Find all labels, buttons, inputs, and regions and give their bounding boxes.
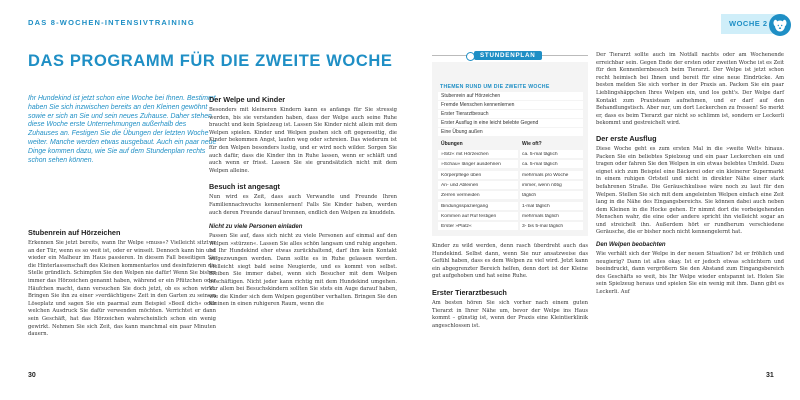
welpe-kinder-heading: Der Welpe und Kinder xyxy=(209,95,286,104)
welpe-kinder-text: Besonders mit kleineren Kindern kann es anfangs für Sie stressig werden, bis sie verstanden haben, dass der Welpe auch seine Ruhe braucht und kein Spielzeug ist. Lassen Sie Kinder nicht allein mit dem Welpen spielen. Kinder und Welpen pushen sich oft gegenseitig, die Kinder bekommen Angst, laufen weg oder schreien. Das wiederum ist für den Welpen besonders lustig, und er wird noch wilder. Sorgen Sie auch dafür, dass die Kinder ihn in Ruhe lassen, wenn er schläft und auch wenn er frisst. Lassen Sie sie grundsätzlich nicht mit dem Welpen alleine. xyxy=(209,107,397,174)
stubenrein-section xyxy=(28,228,216,339)
schedule-row xyxy=(438,171,583,180)
frequency-cell: 1-mal täglich xyxy=(522,203,550,209)
beobachten-heading: Den Welpen beobachten xyxy=(596,242,666,249)
schedule-row xyxy=(438,160,583,169)
ausflug-text: Diese Woche geht es zum ersten Mal in die »weite Welt« hinaus. Packen Sie ein beliebtes Spielzeug und ein paar Leckerchen ein und tragen oder fahren Sie den Welpen in ein etwas belebtes Umfeld. Dazu eignet sich zum Beispiel eine Bäckerei oder ein kleinerer Supermarkt in einem ruhigen Ortsteil und nicht in direkter Nähe einer stark befahrenen Straße. Die Geräuschkulisse wäre noch zu laut für den Welpen. Stellen Sie sich mit dem angeleinten Welpen einfach eine Zeit lang in die Nähe des Eingangsbereichs. Sie können dabei auch neben dem Kleinen in die Hocke gehen. Er nimmt dort die vorbeigehenden Menschen wahr, die eine oder andere spricht ihn vielleicht sogar an und streichelt ihn. Außerdem hört er rundherum verschiedene Geräusche, die er bisher noch nicht kennengelernt hat. xyxy=(596,145,784,236)
themes-heading: THEMEN RUND UM DIE ZWEITE WOCHE xyxy=(440,84,550,90)
theme-item: Stubenrein auf Hörzeichen xyxy=(438,92,583,100)
intro-text: Ihr Hundekind ist jetzt schon eine Woche bei Ihnen. Bestimmt haben Sie sich inzwischen bereits an den Kleinen gewöhnt sowie er sich an Sie und sein neues Zuhause. Daher stehen diese Woche erste Unternehmungen außerhalb des Zuhauses an. Festigen Sie die Übungen der letzten Woche weiter. Manche werden etwas ausgebaut. Auch ein paar neue Dinge kommen dazu, wie Sie auf dem Stundenplan rechts schon sehen können. xyxy=(28,95,217,164)
tierarzt-heading: Erster Tierarztbesuch xyxy=(432,287,507,297)
page-number-left: 30 xyxy=(28,372,36,379)
schedule-row xyxy=(438,181,583,190)
beobachten-text: Wie verhält sich der Welpe in der neuen Situation? Ist er fröhlich und neugierig? Dann ist alles okay. Ist er jedoch etwas schüchtern und beeindruckt, dann vergrößern Sie den Abstand zum Eingangsbereich des Geschäfts so weit, bis Ihr Welpe wieder entspannt ist. Holen Sie sein Spielzeug heraus und spielen Sie ein wenig mit ihm. Dann gibt es Leckerli. Auf xyxy=(596,251,784,296)
exercise-cell: Bindungsspaziergang xyxy=(441,203,489,209)
exercise-cell: Zerren vermeiden xyxy=(441,193,480,199)
frequency-cell: täglich xyxy=(522,193,537,199)
tierarzt-text: Am besten hören Sie sich vorher nach einem guten Tierarzt in Ihrer Nähe um, bevor der Welpe ins Haus kommt – günstig ist, wenn der Praxis eine Kleintierklinik angeschlossen ist. xyxy=(432,299,588,329)
besuch-heading: Besuch ist angesagt xyxy=(209,182,280,192)
schedule-row xyxy=(438,191,583,200)
section-header-label: DAS 8-WOCHEN-INTENSIVTRAINING xyxy=(28,18,195,27)
schedule-row xyxy=(438,212,583,221)
besuch-text: Nun wird es Zeit, dass auch Verwandte und Freunde Ihren Familiennachwuchs kennenlernen! Falls Sie Kinder haben, werden auch deren Freunde darauf brennen, endlich den Welpen zu knuddeln. xyxy=(209,194,397,216)
exercise-cell: An- und Ableinen xyxy=(441,182,479,188)
stubenrein-text: Erkennen Sie jetzt bereits, wann Ihr Welpe »muss«? Vielleicht sitzt er an der Tür, wenn es so weit ist, oder er winselt. Dennoch kann hin und wieder ein Malheur im Haus passieren. In diesem Fall beseitigen Sie die Hinterlassenschaft des Kleinen kommentarlos und desinfizieren die Stelle gründlich. Schimpfen Sie den Welpen nie dafür! Wenn Sie bisher immer das Hörzeichen genannt haben, während er ein Pfützchen oder Häufchen macht, dann versuchen Sie doch jetzt, ob es schon wirkt. Bringen Sie ihn zu einer »verdächtigen« Zeit in den Garten zu seinem Löseplatz und sagen Sie ein paarmal zum Beispiel »Beeil dich« oder welchen Ausdruck Sie dafür verwenden möchten. Verrichtet er dann sein Geschäft, hat das Hörzeichen wahrscheinlich schon ein wenig gewirkt. Nehmen Sie sich Zeit, das kann manchmal ein paar Minuten dauern. xyxy=(28,240,216,338)
stubenrein-heading: Stubenrein auf Hörzeichen xyxy=(28,228,121,237)
dog-head-icon xyxy=(769,14,791,36)
right-column-2 xyxy=(596,52,784,297)
theme-item: Eine Übung außen xyxy=(438,128,583,136)
personen-heading: Nicht zu viele Personen einladen xyxy=(209,224,303,231)
exercise-cell: »Schau« länger ausdehnen xyxy=(441,162,501,168)
theme-item: Erster Tierarztbesuch xyxy=(438,110,583,118)
frequency-cell: 3- bis 5-mal täglich xyxy=(522,224,564,230)
schedule-row xyxy=(438,150,583,159)
frequency-cell: ca. 5-mal täglich xyxy=(522,162,558,168)
schedule-row xyxy=(438,202,583,211)
theme-item: Erster Ausflug in eine leicht belebte Gegend xyxy=(438,119,583,127)
left-column-2 xyxy=(209,95,397,309)
right-column-1 xyxy=(432,243,588,330)
ausflug-heading: Der erste Ausflug xyxy=(596,133,657,143)
personen-text: Passen Sie auf, dass sich nicht zu viele Personen auf einmal auf den Welpen »stürzen«. Lassen Sie alles schön langsam und ruhig angehen. Ist Ihr Hundekind eher etwas zurückhaltend, darf ihm kein Kontakt aufgezwungen werden. Dann sollte es in Ruhe gelassen werden. Vielleicht siegt bald seine Neugierde, und es kommt von selbst. Bleiben Sie immer dabei, wenn sich Besucher mit dem Welpen beschäftigen. Nicht jeder kann richtig mit dem Hundekind umgehen. Vor allem bei Besuchskindern sollten Sie stets ein Auge darauf haben, wie die Kinder sich dem Welpen gegenüber verhalten. Bringen Sie den Kleinen in einen ruhigeren Raum, wenn die xyxy=(209,233,397,308)
theme-item: Fremde Menschen kennenlernen xyxy=(438,101,583,109)
exercise-cell: Erster »Platz« xyxy=(441,224,472,230)
frequency-cell: mehrmals pro Woche xyxy=(522,172,569,178)
page-number-right: 31 xyxy=(766,372,774,379)
exercise-cell: Kommen auf Ruf festigen xyxy=(441,213,497,219)
col2-top-text: Der Tierarzt sollte auch im Notfall nachts oder am Wochenende erreichbar sein. Gegen Ende der ersten oder zweiten Woche ist es Zeit für den Kennenlernbesuch beim Tierarzt. Der Welpe ist jetzt schon recht heimisch bei Ihnen und bereit für eine neue Eindrücke. Am besten melden Sie sich vorher in der Praxis an. Packen Sie ein paar Lieblingshäppchen Ihres Welpen ein, und los geht's. Der Welpe darf Kontakt zum Praxisteam aufnehmen, und er darf auf den Behandlungstisch. Aber nur, um dort Leckerchen zu fressen! So merkt er, dass es beim Tierarzt gar nicht so schlimm ist, sondern er Leckerli bekommt und gestreichelt wird. xyxy=(596,52,784,127)
table-header-frequency: Wie oft? xyxy=(522,141,542,147)
frequency-cell: immer, wenn nötig xyxy=(522,182,562,188)
frequency-cell: mehrmals täglich xyxy=(522,213,559,219)
frequency-cell: ca. 5-mal täglich xyxy=(522,152,558,157)
exercise-cell: Körperpflege üben xyxy=(441,172,482,178)
week-tab-label: WOCHE 2 xyxy=(729,19,768,28)
exercise-cell: »Sitz« mit Hörzeichen xyxy=(441,152,489,157)
schedule-label: STUNDENPLAN xyxy=(474,51,542,60)
schedule-row xyxy=(438,222,583,231)
table-header-exercises: Übungen xyxy=(441,141,463,147)
page-title: DAS PROGRAMM FÜR DIE ZWEITE WOCHE xyxy=(28,52,393,70)
col1-top-text: Kinder zu wild werden, denn rasch überdreht auch das Hundekind. Selbst dann, wenn Sie nur ansatzweise das Gefühl haben, dass es dem Welpen zu viel wird. Jetzt kann ein abgegrenzter Bereich helfen, denn dort ist der Kleine gut aufgehoben und hat seine Ruhe. xyxy=(432,243,588,280)
